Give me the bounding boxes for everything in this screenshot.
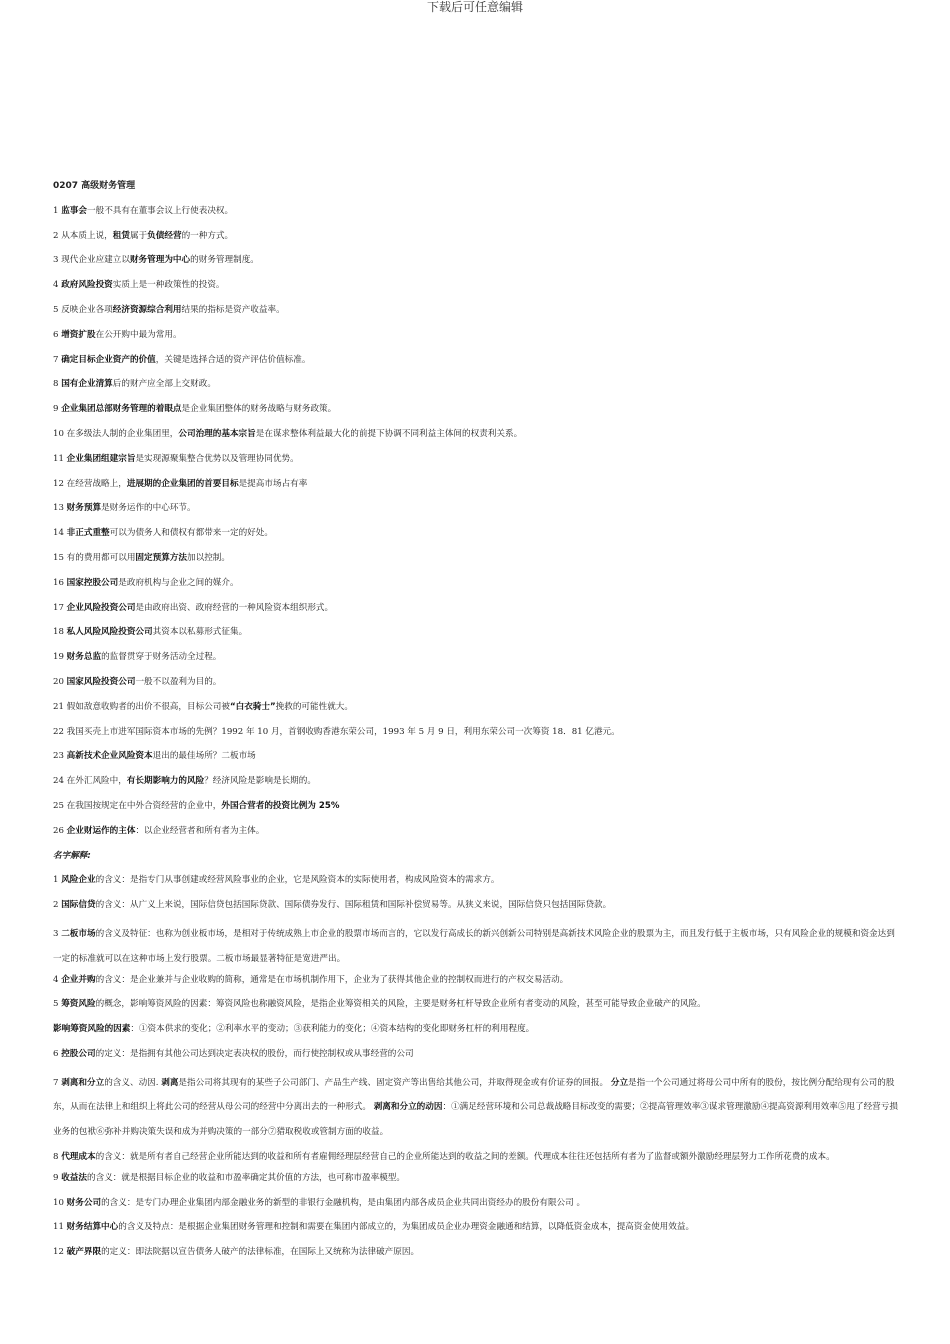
fill-in-items <box>53 203 903 848</box>
list-item <box>53 252 903 277</box>
term-definitions <box>53 872 903 1269</box>
key-term: 剥离 <box>161 1077 179 1088</box>
text-segment: 5 反映企业各项 <box>53 304 113 315</box>
text-segment: 的一种方式。 <box>181 230 234 241</box>
list-item <box>53 401 903 426</box>
list-item <box>53 550 903 575</box>
text-segment: 的定义：即法院据以宣告债务人破产的法律标准，在国际上又统称为法律破产原因。 <box>101 1247 420 1258</box>
section-title: 名字解释: <box>53 850 91 861</box>
term-item <box>53 1170 903 1195</box>
text-segment: 是财务运作的中心环节。 <box>101 503 196 514</box>
term-item <box>53 922 903 972</box>
text-segment: 的定义：是指拥有其他公司达到决定表决权的股份，而行使控制权或从事经营的公司 <box>95 1048 414 1059</box>
list-item <box>53 525 903 550</box>
text-segment: 结果的指标是资产收益率。 <box>181 304 285 315</box>
list-item <box>53 451 903 476</box>
list-item <box>53 624 903 649</box>
text-segment: 7 <box>53 354 62 365</box>
key-term: 国家风险投资公司 <box>66 676 136 687</box>
text-segment: 一般不以盈利为目的。 <box>135 676 222 687</box>
term-item <box>53 1195 903 1220</box>
list-item <box>53 302 903 327</box>
text-segment: 的含义：就是根据目标企业的收益和市盈率确定其价值的方法，也可称市盈率模型。 <box>87 1172 405 1183</box>
key-term: 确定目标企业资产的价值 <box>61 354 156 365</box>
text-segment: ？经济风险是影响是长期的。 <box>204 776 316 787</box>
key-term: 负债经营 <box>147 230 182 241</box>
key-term: 有长期影响力的风险 <box>126 776 205 787</box>
text-segment: 1 <box>53 205 62 216</box>
key-term: 剥离和分立的动因 <box>373 1102 443 1113</box>
text-segment: 9 <box>53 1172 62 1183</box>
text-segment: 9 <box>53 404 62 415</box>
list-item <box>53 699 903 724</box>
list-item <box>53 352 903 377</box>
key-term: 影响筹资风险的因素 <box>53 1024 131 1035</box>
document-body <box>53 178 903 1269</box>
text-segment: 6 <box>53 1048 62 1059</box>
text-segment: 6 <box>53 329 62 340</box>
text-segment: 在公开购中最为常用。 <box>95 329 182 340</box>
text-segment: 是企业集团整体的财务战略与财务政策。 <box>181 404 337 415</box>
list-item <box>53 798 903 823</box>
text-segment: 的含义：就是所有者自己经营企业所能达到的收益和所有者雇佣经理层经营自己的企业所能达到的收益之间的差额。代理成本往往还包括所有者为了监督或额外激励经理层努力工作所花费的成本。 <box>95 1152 835 1163</box>
key-term: 固定预算方法 <box>135 552 187 563</box>
term-item <box>53 1046 903 1071</box>
key-term: 财务总监 <box>66 652 102 663</box>
key-term: “白衣骑士” <box>229 701 276 712</box>
text-segment: 的含义：是指专门从事创建或经营风险事业的企业，它是风险资本的实际使用者，构成风险资本的需求方。 <box>95 875 500 886</box>
key-term: 控股公司 <box>61 1048 96 1059</box>
text-segment: 是指公司将其现有的某些子公司部门、产品生产线、固定资产等出售给其他公司，并取得现金或有价证券的回报。 <box>178 1077 611 1088</box>
text-segment: 1 <box>53 875 62 886</box>
text-segment: 是提高市场占有率 <box>238 478 308 489</box>
text-segment: 的含义、动因. <box>104 1077 162 1088</box>
text-segment: 22 我国买壳上市进军国际资本市场的先例？1992 年 10 月，首钢收购香港东荣公司，1993 年 5 月 9 日，利用东荣公司一次筹资 18．81 亿港元。 <box>53 726 620 737</box>
key-term: 二板市场 <box>61 928 96 939</box>
list-item <box>53 277 903 302</box>
key-term: 企业风险投资公司 <box>66 602 136 613</box>
text-segment: 26 <box>53 825 67 836</box>
text-segment: 2 <box>53 900 62 911</box>
key-term: 财务预算 <box>66 503 102 514</box>
text-segment: ：①满足经营环境和公司总裁战略目标改变的需要；②提高管理效率③谋求管理激励④提高资源利用效率⑤甩了经营亏损业务的包袱⑥弥补并购决策失误和成为并购决策的一部分⑦猎取税收或管制方面的收益。 <box>53 1102 898 1138</box>
text-segment: 是政府机构与企业之间的媒介。 <box>118 577 239 588</box>
key-term: 外国合营者的投资比例为 25% <box>221 800 340 811</box>
text-segment: 的监督贯穿于财务活动全过程。 <box>101 652 222 663</box>
term-item <box>53 1145 903 1170</box>
list-item <box>53 773 903 798</box>
document-title: 0207 高级财务管理 <box>53 181 136 191</box>
text-segment: 属于 <box>129 230 148 241</box>
text-segment: 是在谋求整体利益最大化的前提下协调不同利益主体间的权责利关系。 <box>255 428 523 439</box>
text-segment: 5 <box>53 999 62 1010</box>
text-segment: 10 <box>53 1197 67 1208</box>
list-item <box>53 575 903 600</box>
text-segment: 11 <box>53 453 67 464</box>
list-item <box>53 823 903 848</box>
list-item <box>53 203 903 228</box>
term-item <box>53 872 903 897</box>
text-segment: 是指一个公司通过将母公司中所有的股份，按比例分配给现有公司的股东，从而在法律上和组织上将此公司的经营从母公司的经营中分离出去的一种形式。 <box>53 1077 895 1113</box>
key-term: 破产界限 <box>66 1247 102 1258</box>
list-item <box>53 476 903 501</box>
key-term: 高新技术企业风险资本 <box>66 751 153 762</box>
text-segment: 挽救的可能性就大。 <box>275 701 353 712</box>
text-segment: ：①资本供求的变化；②利率水平的变动；③获利能力的变化；④资本结构的变化即财务杠杆的利用程度。 <box>130 1024 535 1035</box>
text-segment: 的概念，影响筹资风险的因素：筹资风险也称融资风险，是指企业筹资相关的风险，主要是财务杠杆导致企业所有者变动的风险，甚至可能导致企业破产的风险。 <box>95 999 706 1010</box>
key-term: 代理成本 <box>61 1152 96 1163</box>
list-item <box>53 327 903 352</box>
text-segment: 8 <box>53 379 62 390</box>
key-term: 经济资源综合利用 <box>112 304 182 315</box>
key-term: 政府风险投资 <box>61 280 113 291</box>
text-segment: 后的财产应全部上交财政。 <box>112 379 216 390</box>
text-segment: 11 <box>53 1222 67 1233</box>
text-segment: 19 <box>53 652 67 663</box>
text-segment: 7 <box>53 1077 62 1088</box>
key-term: 企业集团总部财务管理的着眼点 <box>61 404 182 415</box>
text-segment: 的财务管理制度。 <box>190 255 259 266</box>
text-segment: 的含义：是专门办理企业集团内部金融业务的新型的非银行金融机构，是由集团内部各成员企业共同出资经办的股份有限公司 。 <box>101 1197 586 1208</box>
text-segment: 4 <box>53 280 62 291</box>
key-term: 国有企业清算 <box>61 379 113 390</box>
text-segment: 10 在多级法人制的企业集团里， <box>53 428 179 439</box>
text-segment: 退出的最佳场所？二板市场 <box>152 751 256 762</box>
key-term: 增资扩股 <box>61 329 96 340</box>
text-segment: 的含义及特点：是根据企业集团财务管理和控制和需要在集团内部成立的，为集团成员企业办理资金融通和结算，以降低资金成本，提高资金使用效益。 <box>118 1222 695 1233</box>
text-segment: 24 在外汇风险中， <box>53 776 127 787</box>
term-item <box>53 1071 903 1145</box>
text-segment: 14 <box>53 528 67 539</box>
term-item <box>53 1219 903 1244</box>
text-segment: ：以企业经营者和所有者为主体。 <box>135 825 265 836</box>
text-segment: 16 <box>53 577 67 588</box>
text-segment: 12 在经营战略上， <box>53 478 127 489</box>
text-segment: 的含义：从广义上来说，国际信贷包括国际贷款、国际债券发行、国际租赁和国际补偿贸易等。从狭义来说，国际信贷只包括国际贷款。 <box>95 900 612 911</box>
key-term: 财务管理为中心 <box>129 255 191 266</box>
list-item <box>53 674 903 699</box>
text-segment: 的含义及特征：也称为创业板市场，是相对于传统成熟上市企业的股票市场而言的，它以发行高成长的新兴创新公司特别是高新技术风险企业的股票为主，而且发行低于主板市场，只有风险企业的规模和资金达到一定的标准就可以在这种市场上发行股票。二板市场最显著特征是宽进严出。 <box>53 928 895 964</box>
key-term: 国际信贷 <box>61 900 96 911</box>
text-segment: 21 假如敌意收购者的出价不很高，目标公司被 <box>53 701 230 712</box>
list-item <box>53 376 903 401</box>
text-segment: 18 <box>53 627 67 638</box>
key-term: 监事会 <box>61 205 87 216</box>
text-segment: 其资本以私募形式征集。 <box>152 627 248 638</box>
list-item <box>53 426 903 451</box>
list-item <box>53 228 903 253</box>
key-term: 筹资风险 <box>61 999 96 1010</box>
text-segment: 实质上是一种政策性的投资。 <box>112 280 225 291</box>
text-segment: 17 <box>53 602 67 613</box>
list-item <box>53 724 903 749</box>
key-term: 风险企业 <box>61 875 96 886</box>
text-segment: 3 现代企业应建立以 <box>53 255 130 266</box>
text-segment: 的含义：是企业兼并与企业收购的简称，通常是在市场机制作用下，企业为了获得其他企业的控制权而进行的产权交易活动。 <box>95 974 569 985</box>
key-term: 收益法 <box>61 1172 87 1183</box>
key-term: 私人风险风险投资公司 <box>66 627 153 638</box>
key-term: 剥离和分立 <box>61 1077 105 1088</box>
term-item <box>53 1244 903 1269</box>
term-item <box>53 972 903 997</box>
key-term: 国家控股公司 <box>66 577 119 588</box>
term-item <box>53 1021 903 1046</box>
text-segment: 15 有的费用都可以用 <box>53 552 136 563</box>
key-term: 公司治理的基本宗旨 <box>178 428 256 439</box>
list-item <box>53 649 903 674</box>
text-segment: 25 在我国按规定在中外合资经营的企业中， <box>53 800 222 811</box>
list-item <box>53 500 903 525</box>
key-term: 租赁 <box>112 230 130 241</box>
text-segment: 是由政府出资、政府经营的一种风险资本组织形式。 <box>135 602 334 613</box>
list-item <box>53 748 903 773</box>
text-segment: ，关键是选择合适的资产评估价值标准。 <box>155 354 311 365</box>
text-segment: 一般不具有在董事会议上行使表决权。 <box>87 205 234 216</box>
text-segment: 是实现源聚集整合优势以及管理协同优势。 <box>135 453 299 464</box>
key-term: 企业并购 <box>61 974 96 985</box>
key-term: 企业集团组建宗旨 <box>66 453 136 464</box>
key-term: 企业财运作的主体 <box>66 825 136 836</box>
term-item <box>53 897 903 922</box>
text-segment: 13 <box>53 503 67 514</box>
key-term: 财务结算中心 <box>66 1222 119 1233</box>
key-term: 进展期的企业集团的首要目标 <box>126 478 239 489</box>
key-term: 分立 <box>610 1077 629 1088</box>
list-item <box>53 600 903 625</box>
text-segment: 加以控制。 <box>187 552 230 563</box>
text-segment: 2 从本质上说， <box>53 230 113 241</box>
key-term: 非正式重整 <box>66 528 110 539</box>
term-item <box>53 996 903 1021</box>
text-segment: 8 <box>53 1152 62 1163</box>
text-segment: 3 <box>53 928 62 939</box>
text-segment: 可以为债务人和债权有都带来一定的好处。 <box>109 528 273 539</box>
text-segment: 20 <box>53 676 67 687</box>
text-segment: 4 <box>53 974 62 985</box>
text-segment: 12 <box>53 1247 67 1258</box>
text-segment: 23 <box>53 751 67 762</box>
key-term: 财务公司 <box>66 1197 102 1208</box>
page-header: 下载后可任意编辑 <box>426 0 523 14</box>
